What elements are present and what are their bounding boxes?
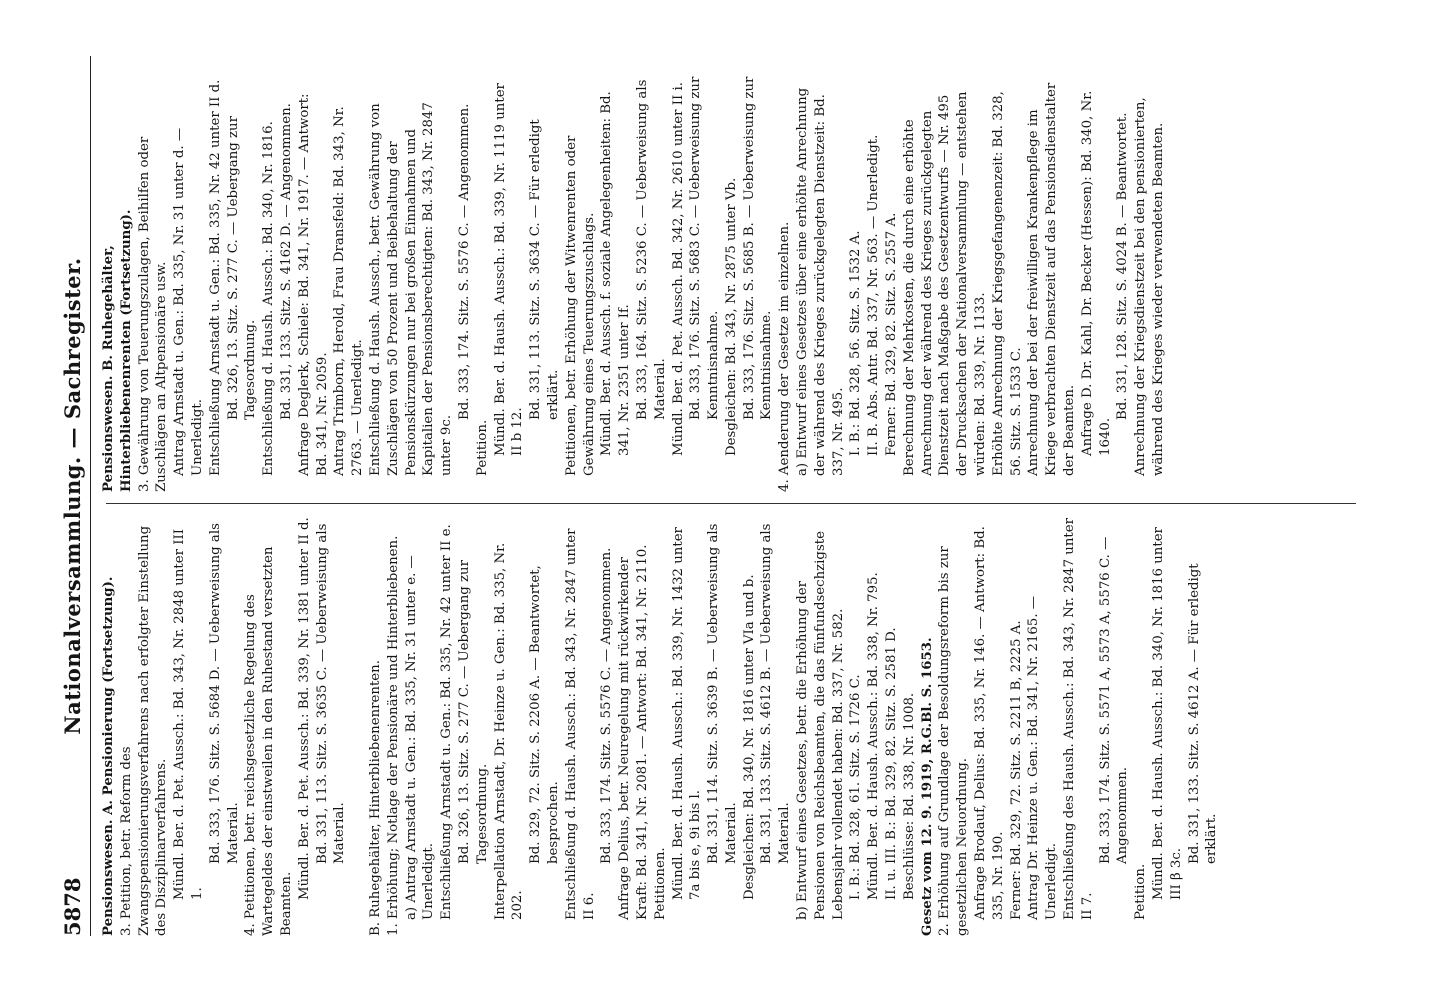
rotated-register-page bbox=[54, 56, 1384, 936]
register-entry: Entschließung d. Haush. Aussch.: Bd. 343, Nr. 2847 unter II 6. bbox=[563, 524, 597, 920]
register-entry: Anrechnung der Kriegsdienstzeit bei den pensionierten, während des Krieges wieder verwendeten Beamten. bbox=[1133, 93, 1167, 476]
register-entry: Berechnung der Mehrkosten, die durch eine erhöhte Anrechnung der während des Krieges zurückgelegten Dienstzeit nach Maßgabe des Gesetzentwurfs — Nr. 495 der Drucksachen der Nationalversammlung — entstehen würden: Bd. 339, Nr. 1133. bbox=[901, 87, 989, 476]
register-entry: B. Ruhegehälter, Hinterbliebenenrenten. bbox=[367, 660, 383, 936]
register-entry: b) Entwurf eines Gesetzes, betr. die Erhöhung der Pensionen von Reichsbeamten, die das fünfundsechzigste Lebensjahr vollendet haben: Bd. 337, Nr. 582. bbox=[795, 526, 846, 920]
register-entry: Entschließung des Haush. Aussch.: Bd. 343, Nr. 2847 unter II 7. bbox=[1062, 517, 1095, 920]
register-entry: Interpellation Arnstadt, Dr. Heinze u. Gen.: Bd. 335, Nr. 202. bbox=[492, 538, 526, 920]
register-entry: Bd. 331, 133. Sitz. S. 4162 D. — Angenommen. bbox=[278, 103, 294, 420]
column-divider bbox=[106, 503, 1356, 504]
register-entry: Mündl. Ber. d. Haush. Aussch.: Bd. 340, Nr. 1816 unter III β 3c. bbox=[1151, 522, 1184, 900]
register-entry: Anfrage Brodauf, Delius: Bd. 335, Nr. 146. — Antwort: Bd. 335, Nr. 190. bbox=[973, 521, 1006, 920]
register-entry: II. u. III. B.: Bd. 329, 82. Sitz. S. 2581 D. bbox=[884, 627, 900, 900]
register-entry: Bd. 331, 113. Sitz. S. 3634 C. — Für erledigt erklärt. bbox=[528, 115, 561, 420]
register-entry: a) Antrag Arnstadt u. Gen.: Bd. 335, Nr. 31 unter e. — Unerledigt. bbox=[403, 550, 437, 920]
register-entry: Bd. 331, 133. Sitz. S. 4612 B. — Ueberweisung als Material. bbox=[759, 519, 793, 864]
register-entry: Petitionen. bbox=[652, 847, 668, 920]
register-entry: 1. Erhöhung; Notlage der Pensionäre und Hinterbliebenen. bbox=[385, 535, 401, 936]
register-entry: Entschließung Arnstadt u. Gen.: Bd. 335, Nr. 42 unter II e. bbox=[439, 524, 455, 920]
register-entry: Mündl. Ber. d. Haush. Aussch.: Bd. 338, Nr. 795. bbox=[866, 572, 882, 900]
page-number: 5878 bbox=[60, 877, 85, 936]
register-entry: Mündl. Ber. d. Haush. Aussch.: Bd. 339, Nr. 1119 unter II b 12. bbox=[492, 78, 526, 456]
register-entry: Bd. 333, 164. Sitz. S. 5236 C. — Ueberweisung als Material. bbox=[634, 75, 668, 420]
register-entry: Bd. 331, 128. Sitz. S. 4024 B. — Beantwortet. bbox=[1115, 112, 1131, 420]
register-entry: 3. Gewährung von Teuerungszulagen, Beihilfen oder Zuschlägen an Altpensionäre usw. bbox=[136, 132, 170, 492]
register-entry: Entschließung Arnstadt u. Gen.: Bd. 335, Nr. 42 unter II d. bbox=[207, 79, 223, 476]
register-entry: Mündl. Ber. d. Pet. Aussch.: Bd. 343, Nr. 2848 unter III 1. bbox=[172, 524, 205, 900]
register-entry: Bd. 331, 113. Sitz. S. 3635 C. — Ueberweisung als Material. bbox=[314, 519, 348, 864]
register-entry: Petition. bbox=[474, 419, 490, 476]
register-entry: Bd. 333, 174. Sitz. S. 5576 C. — Angenommen. bbox=[599, 547, 615, 864]
register-entry: Bd. 333, 174. Sitz. S. 5571 A, 5573 A, 5576 C. — Angenommen. bbox=[1097, 532, 1131, 864]
register-entry: Bd. 329, 72. Sitz. S. 2206 A. — Beantwortet, besprochen. bbox=[528, 560, 561, 864]
register-entry: Bd. 326, 13. Sitz. S. 277 C. — Uebergang zur Tagesordnung. bbox=[456, 555, 490, 864]
register-entry: 2. Erhöhung auf Grundlage der Besoldungsreform bis zur gesetzlichen Neuordnung. bbox=[937, 542, 971, 936]
register-entry: Gesetz vom 12. 9. 1919, R.G.Bl. S. 1653. bbox=[919, 637, 935, 936]
register-entry: Mündl. Ber. d. Aussch. f. soziale Angelegenheiten: Bd. 341, Nr. 2351 unter If. bbox=[599, 87, 633, 456]
left-column bbox=[100, 516, 1370, 936]
running-title: Nationalversammlung. — Sachregister. bbox=[60, 257, 85, 735]
register-entry: Bd. 331, 114. Sitz. S. 3639 B. — Ueberweisung als Material. bbox=[706, 519, 739, 864]
register-entry: Desgleichen: Bd. 340, Nr. 1816 unter VIa und b. bbox=[741, 574, 757, 900]
register-entry: Antrag Arnstadt u. Gen.: Bd. 335, Nr. 31 unter d. — Unerledigt. bbox=[172, 123, 205, 476]
register-entry: Erhöhte Anrechnung der Kriegsgefangenenzeit: Bd. 328, 56. Sitz. S. 1533 C. bbox=[990, 86, 1024, 476]
register-entry: Bd. 331, 133. Sitz. S. 4612 A. — Für erledigt erklärt. bbox=[1186, 559, 1220, 864]
register-entry: Mündl. Ber. d. Pet. Aussch.: Bd. 339, Nr. 1381 unter II d. bbox=[296, 517, 312, 900]
dfg-sidebar bbox=[1418, 0, 1434, 1000]
register-entry: Desgleichen: Bd. 343, Nr. 2875 unter Vb. bbox=[723, 177, 739, 456]
register-entry: Anrechnung der bei der freiwilligen Krankenpflege im Kriege verbrachten Dienstzeit auf das Pensionsdienstalter der Beamten. bbox=[1026, 78, 1078, 476]
register-entry: Mündl. Ber. d. Haush. Aussch.: Bd. 339, Nr. 1432 unter 7a bis e, 9i bis l. bbox=[670, 522, 704, 900]
page-header bbox=[54, 56, 91, 936]
register-entry: Bd. 333, 174. Sitz. S. 5576 C. — Angenommen. bbox=[456, 103, 472, 420]
register-entry bbox=[349, 516, 367, 936]
register-entry: Antrag Dr. Heinze u. Gen.: Bd. 341, Nr. 2165. — Unerledigt. bbox=[1026, 591, 1060, 920]
register-entry: Anfrage Deglerk, Schiele: Bd. 341, Nr. 1917. — Antwort: Bd. 341, Nr. 2059. bbox=[296, 89, 330, 476]
register-entry: Antrag Trimborn, Herold, Frau Dransfeld: Bd. 343, Nr. 2763. — Unerledigt. bbox=[332, 101, 366, 476]
register-entry: II. B. Abs. Antr. Bd. 337, Nr. 563. — Unerledigt. bbox=[866, 134, 882, 456]
register-entry: Anfrage D. Dr. Kahl, Dr. Becker (Hessen): Bd. 340, Nr. 1640. bbox=[1079, 86, 1113, 456]
register-entry: Ferner: Bd. 329, 82. Sitz. S. 2557 A. bbox=[884, 212, 900, 456]
register-entry: Ferner: Bd. 329, 72. Sitz. S. 2211 B, 2225 A. bbox=[1008, 620, 1024, 920]
register-entry: 4. Petitionen, betr. reichsgesetzliche Regelung des Wartegeldes der einstweilen in den Ruhestand versetzten Beamten. bbox=[243, 542, 294, 936]
register-entry: I. B.: Bd. 328, 61. Sitz. S. 1726 C. bbox=[848, 674, 864, 900]
register-entry: Mündl. Ber. d. Pet. Aussch. Bd. 342, Nr. 2610 unter II i. bbox=[670, 82, 686, 456]
register-entry: Entschließung d. Haush. Aussch., betr. Gewährung von Zuschlägen von 50 Prozent und Beibehaltung der Pensionskürzungen nur bei großen Einnahmen und Kapitalien der Pensionsberechtigten: Bd. 343, Nr. 2847 unter 9c. bbox=[367, 97, 455, 476]
register-entry: Pensionswesen. B. Ruhegehälter, Hinterbliebenenrenten (Fortsetzung). bbox=[101, 209, 134, 492]
register-entry: Bd. 333, 176. Sitz. S. 5683 C. — Ueberweisung zur Kenntnisnahme. bbox=[688, 72, 722, 420]
register-entry: Bd. 333, 176. Sitz. S. 5685 B. — Ueberweisung zur Kenntnisnahme. bbox=[741, 72, 775, 420]
register-entry: Petition. bbox=[1133, 863, 1149, 920]
register-entry: I. B.: Bd. 328, 56. Sitz. S. 1532 A. bbox=[848, 230, 864, 456]
register-entry: Petitionen, betr. Erhöhung der Witwenrenten oder Gewährung eines Teuerungszuschlags. bbox=[563, 131, 597, 476]
register-entry: Anfrage Delius, betr. Neuregelung mit rückwirkender Kraft: Bd. 341, Nr. 2081. — Antwort: Bd. 341, Nr. 2110. bbox=[617, 544, 650, 920]
register-entry: Beschlüsse: Bd. 338, Nr. 1008. bbox=[901, 692, 917, 900]
register-entry: 3. Petition, betr. Reform des Zwangspensionierungsverfahrens nach erfolgter Einstellung des Disziplinarverfahrens. bbox=[118, 521, 170, 936]
register-entry: a) Entwurf eines Gesetzes über eine erhöhte Anrechnung der während des Krieges zurückgelegten Dienstzeit: Bd. 337, Nr. 495. bbox=[795, 83, 846, 476]
register-entry: Entschließung d. Haush. Aussch.: Bd. 340, Nr. 1816. bbox=[261, 121, 277, 476]
register-entry: Bd. 326, 13. Sitz. S. 277 C. — Uebergang zur Tagesordnung. bbox=[225, 111, 259, 420]
register-entry: Bd. 333, 176. Sitz. S. 5684 D. — Ueberweisung als Material. bbox=[207, 518, 241, 864]
right-column bbox=[100, 72, 1370, 492]
register-entry: 4. Aenderung der Gesetze im einzelnen. bbox=[777, 221, 793, 492]
register-entry: Pensionswesen. A. Pensionierung (Fortsetzung). bbox=[101, 576, 116, 936]
